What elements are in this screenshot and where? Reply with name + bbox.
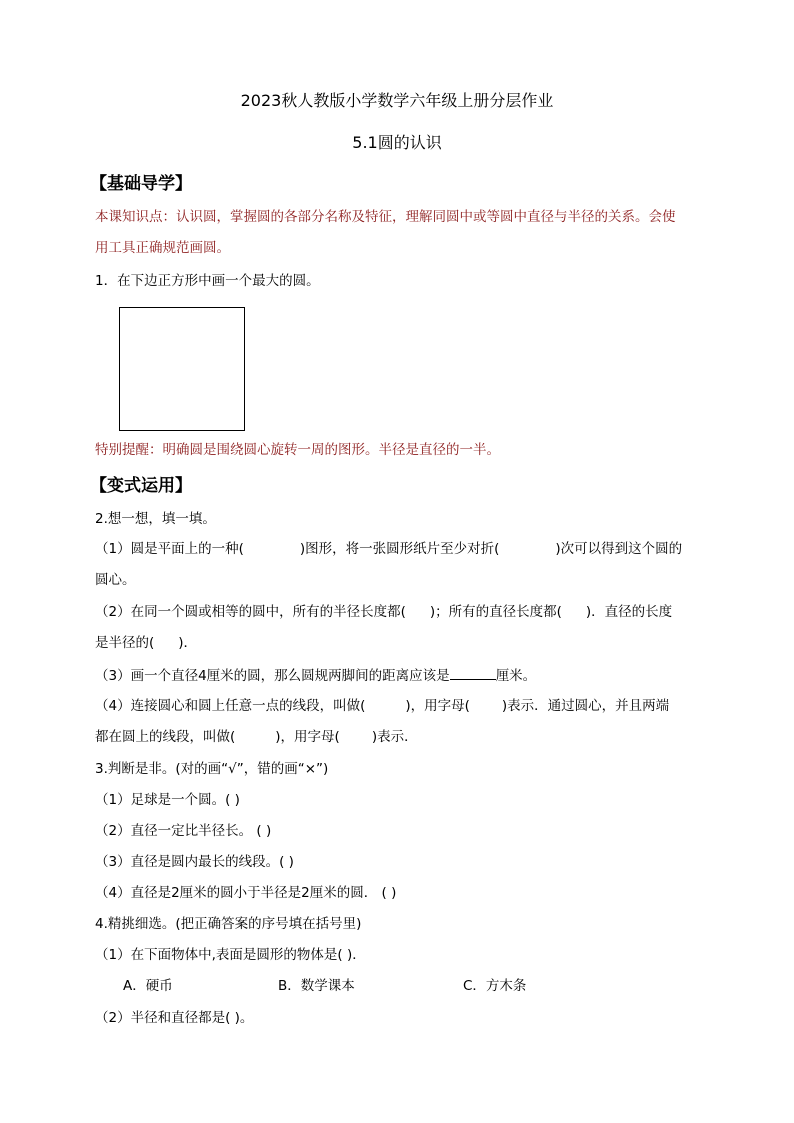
q2-4-text-f: )表示．: [371, 729, 418, 745]
question-3-title: 3.判断是非。(对的画“√”，错的画“×”): [95, 761, 329, 777]
question-3-item-2[interactable]: （2）直径一定比半径长。 ( ): [95, 823, 272, 839]
q2-4-text-a: （4）连接圆心和圆上任意一点的线段，叫做(: [95, 698, 366, 714]
question-2-1-line1: [95, 540, 682, 558]
section-heading-basic: 【基础导学】: [90, 174, 192, 194]
q2-2-text-c: )．直径的长度: [585, 604, 673, 620]
q2-4-text-c: )表示．通过圆心，并且两端: [501, 698, 670, 714]
q2-3-text-b: 厘米。: [495, 668, 537, 684]
question-2-2-line2: [95, 634, 197, 652]
special-reminder: 特别提醒：明确圆是围绕圆心旋转一周的图形。半径是直径的一半。: [95, 442, 500, 458]
option-a[interactable]: A．硬币: [123, 978, 173, 994]
question-2-4-line2: [95, 728, 418, 746]
option-c[interactable]: C．方木条: [463, 978, 527, 994]
option-b[interactable]: B．数学课本: [278, 978, 355, 994]
drawing-square[interactable]: [119, 307, 245, 431]
lesson-subtitle: 5.1圆的认识: [352, 133, 442, 152]
q2-2-text-d: 是半径的(: [95, 635, 155, 651]
section-heading-variant: 【变式运用】: [90, 476, 192, 496]
question-4-title: 4.精挑细选。(把正确答案的序号填在括号里): [95, 916, 362, 932]
question-3-item-1[interactable]: （1）足球是一个圆。( ): [95, 792, 240, 808]
answer-underline[interactable]: [450, 666, 496, 680]
knowledge-points-line1: 本课知识点：认识圆，掌握圆的各部分名称及特征，理解同圆中或等圆中直径与半径的关系。会使: [95, 209, 676, 225]
question-2-4-line1: [95, 697, 669, 715]
question-2-1-line2: 圆心。: [95, 572, 136, 588]
question-2-2-line1: [95, 603, 672, 621]
question-4-2[interactable]: （2）半径和直径都是( )。: [95, 1010, 254, 1026]
q2-3-text-a: （3）画一个直径4厘米的圆，那么圆规两脚间的距离应该是: [95, 668, 450, 684]
question-4-1[interactable]: （1）在下面物体中,表面是圆形的物体是( )．: [95, 947, 366, 963]
q2-2-text-a: （2）在同一个圆或相等的圆中，所有的半径长度都(: [95, 604, 406, 620]
question-1: 1．在下边正方形中画一个最大的圆。: [95, 273, 320, 289]
q2-2-text-b: )；所有的直径长度都(: [429, 604, 562, 620]
question-2-3: [95, 666, 536, 685]
knowledge-points-line2: 用工具正确规范画圆。: [95, 240, 230, 256]
question-3-item-3[interactable]: （3）直径是圆内最长的线段。( ): [95, 854, 294, 870]
q2-4-text-e: )，用字母(: [275, 729, 340, 745]
q2-4-text-d: 都在圆上的线段，叫做(: [95, 729, 236, 745]
q2-4-text-b: )，用字母(: [405, 698, 470, 714]
question-4-1-options: [123, 977, 526, 995]
question-2-title: 2.想一想，填一填。: [95, 511, 216, 527]
q2-1-text-a: （1）圆是平面上的一种(: [95, 541, 244, 557]
page-title: 2023秋人教版小学数学六年级上册分层作业: [240, 91, 554, 110]
q2-1-text-c: )次可以得到这个圆的: [555, 541, 683, 557]
q2-1-text-b: )图形，将一张圆形纸片至少对折(: [299, 541, 500, 557]
question-3-item-4[interactable]: （4）直径是2厘米的圆小于半径是2厘米的圆． ( ): [95, 885, 397, 901]
q2-2-text-e: )．: [178, 635, 198, 651]
